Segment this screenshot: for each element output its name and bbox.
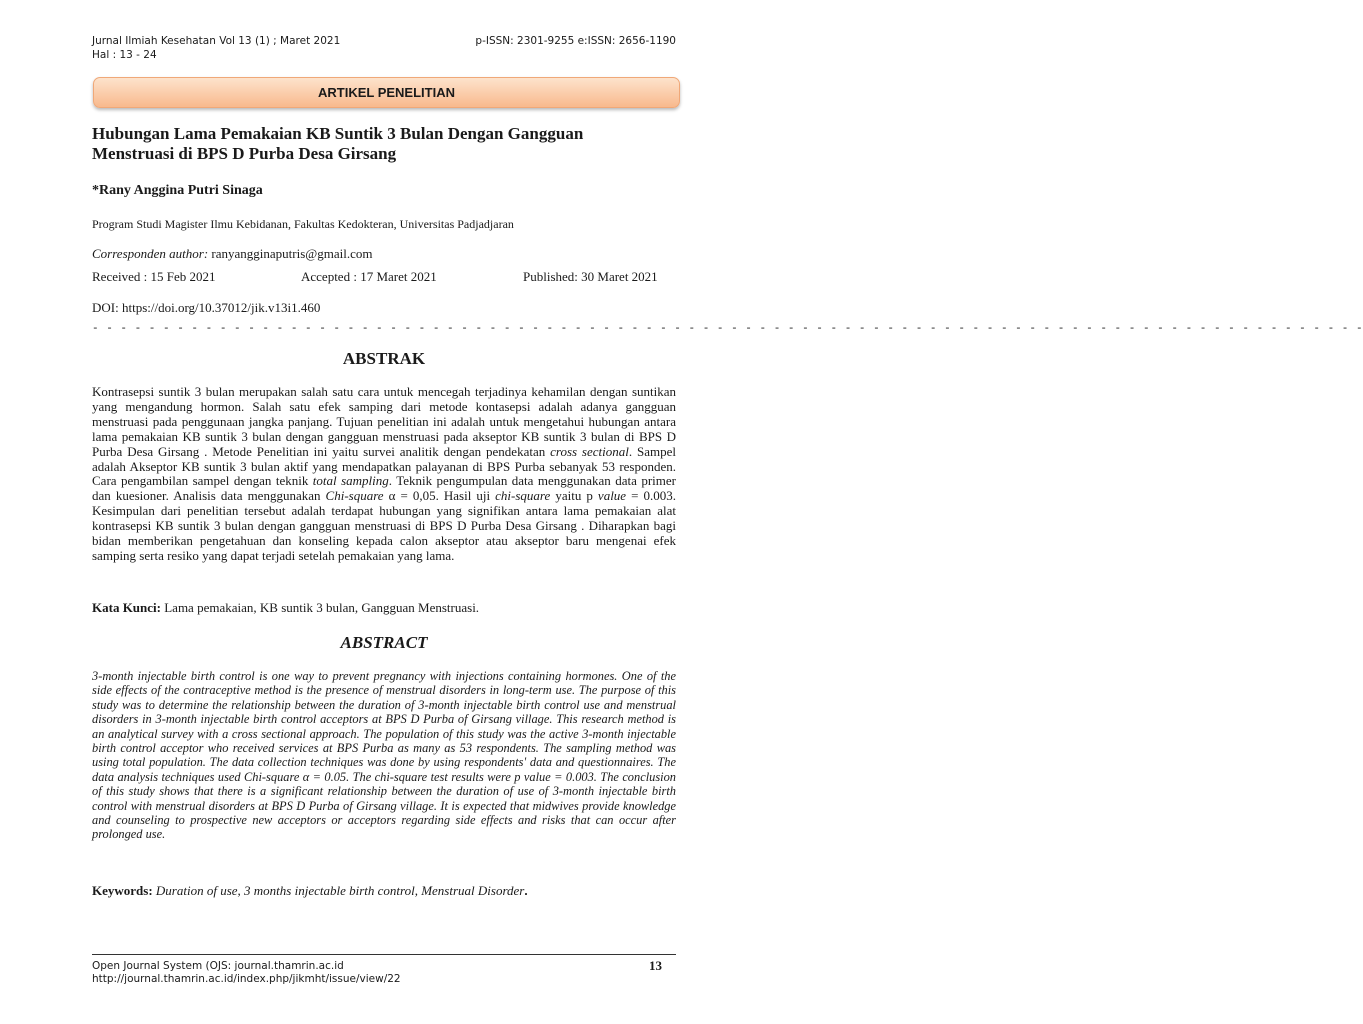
abstrak-italic-2: total sampling bbox=[312, 473, 389, 489]
article-type-banner: ARTIKEL PENELITIAN bbox=[93, 77, 680, 108]
abstract-heading: ABSTRACT bbox=[340, 633, 428, 652]
published-date: Published: 30 Maret 2021 bbox=[523, 269, 658, 284]
abstrak-italic-3: Chi-square bbox=[325, 488, 384, 504]
abstrak-text-3: . Teknik pengumpulan data menggunakan data primer dan kuesioner. Analisis data menggunakan bbox=[92, 473, 676, 504]
kata-kunci-label: Kata Kunci: bbox=[92, 600, 161, 615]
abstract-body: 3-month injectable birth control is one way to prevent pregnancy with injections containing hormones. One of the side effects of the contraceptive method is the presence of menstrual disorders in long-term use. The purpose of this study was to determine the relationship between the duration of 3-month injectable birth control use and menstrual disorders in 3-month injectable birth control acceptors at BPS D Purba of Girsang village. This research method is an analytical survey with a cross sectional approach. The population of this study was the active 3-month injectable birth control acceptor who received services at BPS Purba as many as 53 respondents. The sampling method was using total population. The data collection techniques was done by using respondents' data and questionnaires. The data analysis techniques used Chi-square α = 0.05. The chi-square test results were p value = 0.003. The conclusion of this study shows that there is a significant relationship between the duration of use of 3-month injectable birth control with menstrual disorders at BPS D Purba of Girsang village. It is expected that midwives provide knowledge and counseling to prospective new acceptors or acceptors regarding side effects and risks that can occur after prolonged use. bbox=[92, 669, 676, 842]
received-date: Received : 15 Feb 2021 bbox=[92, 269, 216, 284]
abstrak-heading: ABSTRAK bbox=[342, 349, 426, 368]
keywords bbox=[92, 883, 528, 899]
corresponding-author bbox=[92, 246, 372, 262]
journal-name: Jurnal Ilmiah Kesehatan Vol 13 (1) ; Maret 2021 bbox=[92, 35, 341, 47]
keywords-label: Keywords: bbox=[92, 883, 153, 898]
footer-links bbox=[92, 960, 401, 986]
footer-ojs[interactable]: Open Journal System (OJS: journal.thamrin.ac.id bbox=[92, 960, 344, 972]
abstrak-text-1: Kontrasepsi suntik 3 bulan merupakan salah satu cara untuk mencegah terjadinya kehamilan dengan suntikan yang mengandung hormon. Salah satu efek samping dari metode kontasepsi adalah adanya gangguan menstruasi pada penggunaan jangka panjang. Tujuan penelitian ini adalah untuk mengetahui hubungan antara lama pemakaian KB suntik 3 bulan dengan gangguan menstruasi pada akseptor KB suntik 3 bulan di BPS D Purba Desa Girsang . Metode Penelitian ini yaitu survei analitik dengan pendekatan bbox=[92, 384, 676, 459]
title-line-2: Menstruasi di BPS D Purba Desa Girsang bbox=[92, 144, 397, 163]
abstrak-italic-4: chi-square bbox=[495, 488, 551, 504]
dashed-separator: - - - - - - - - - - - - - - - - - - - - - - - - - - - - - - - - - - - - - - - - - - - - - - - - - - - - - - - - - - - - - - - - - - - - - - - - - - - - - - - - - - - - - - - - - - bbox=[92, 323, 1363, 335]
corresponding-label: Corresponden author: bbox=[92, 246, 209, 261]
abstrak-text-2: . Sampel adalah Akseptor KB suntik 3 bulan aktif yang mendapatkan palayanan di BPS Purba sebanyak 53 responden. Cara pengambilan sampel dengan teknik bbox=[92, 443, 676, 489]
doi-link[interactable]: DOI: https://doi.org/10.37012/jik.v13i1.460 bbox=[92, 300, 321, 315]
author-name: *Rany Anggina Putri Sinaga bbox=[92, 183, 263, 198]
abstrak-text-4: α = 0,05. Hasil uji bbox=[383, 488, 496, 504]
abstrak-italic-1: cross sectional bbox=[550, 443, 629, 459]
journal-header bbox=[92, 34, 340, 62]
title-line-1: Hubungan Lama Pemakaian KB Suntik 3 Bulan Dengan Gangguan bbox=[92, 124, 584, 143]
keywords-text: Duration of use, 3 months injectable birth control, Menstrual Disorder bbox=[152, 883, 525, 898]
page-range: Hal : 13 - 24 bbox=[92, 49, 157, 61]
abstrak-italic-5: value bbox=[597, 488, 627, 504]
article-title bbox=[92, 124, 682, 164]
abstrak-body bbox=[92, 385, 676, 564]
kata-kunci bbox=[92, 600, 479, 616]
abstrak-text-5: yaitu p bbox=[550, 488, 598, 504]
kata-kunci-text: Lama pemakaian, KB suntik 3 bulan, Gangguan Menstruasi. bbox=[160, 600, 480, 615]
abstrak-text-6: = 0.003. Kesimpulan dari penelitian tersebut adalah terdapat hubungan yang signifikan antara lama pemakaian alat kontrasepsi KB suntik 3 bulan dengan gangguan menstruasi di BPS D Purba Desa Girsang . Diharapkan bagi bidan memberikan pengetahuan dan konseling kepada calon akseptor atau akseptor baru mengenai efek samping serta resiko yang dapat terjadi setelah pemakaian yang lama. bbox=[92, 488, 676, 563]
keywords-end: . bbox=[524, 883, 528, 898]
affiliation: Program Studi Magister Ilmu Kebidanan, Fakultas Kedokteran, Universitas Padjadjaran bbox=[92, 217, 514, 231]
corresponding-email[interactable]: ranyangginaputris@gmail.com bbox=[208, 246, 373, 261]
footer-url[interactable]: http://journal.thamrin.ac.id/index.php/jikmht/issue/view/22 bbox=[92, 973, 401, 985]
page-number: 13 bbox=[649, 958, 662, 973]
footer-rule bbox=[92, 954, 676, 955]
issn-info: p-ISSN: 2301-9255 e:ISSN: 2656-1190 bbox=[475, 35, 676, 47]
accepted-date: Accepted : 17 Maret 2021 bbox=[301, 269, 437, 284]
